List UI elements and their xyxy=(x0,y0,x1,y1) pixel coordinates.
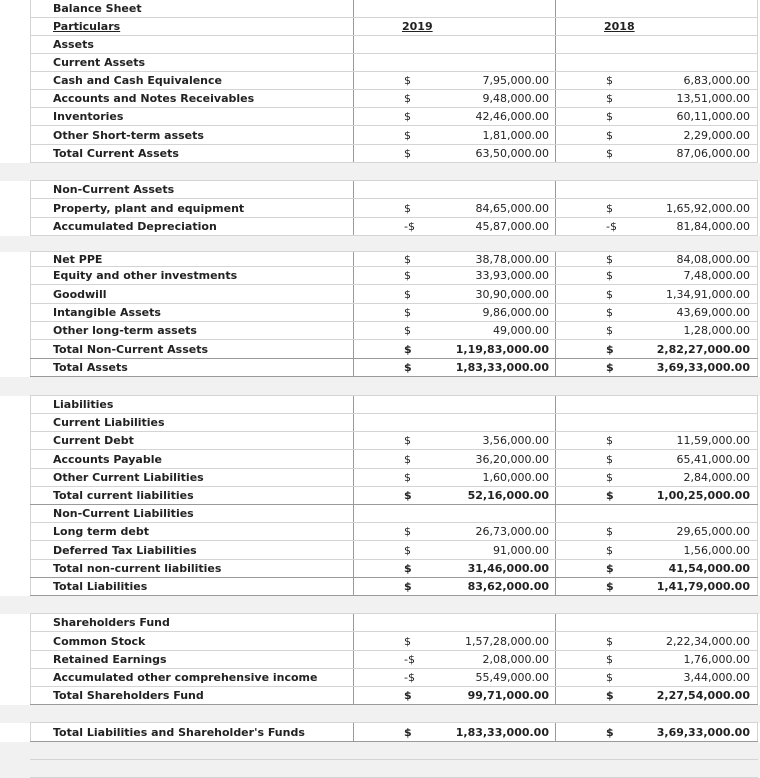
row-label: Property, plant and equipment xyxy=(53,202,245,215)
row-label: Assets xyxy=(53,38,94,51)
amount-2019: 55,49,000.00 xyxy=(475,671,549,684)
amount-2018: 43,69,000.00 xyxy=(676,306,750,319)
currency-symbol-2019: -$ xyxy=(404,220,415,233)
amount-2019: 1,81,000.00 xyxy=(482,129,549,142)
row-label: Current Assets xyxy=(53,56,146,69)
table-row xyxy=(0,723,760,742)
currency-symbol-2019: -$ xyxy=(404,653,415,666)
row-label: Accounts Payable xyxy=(53,453,162,466)
row-label: Total Assets xyxy=(53,361,128,374)
currency-symbol-2018: $ xyxy=(606,562,614,575)
table-row xyxy=(0,651,760,669)
currency-symbol-2018: $ xyxy=(606,525,613,538)
row-label: Accumulated other comprehensive income xyxy=(53,671,318,684)
amount-2019: 42,46,000.00 xyxy=(475,110,549,123)
amount-2019: 30,90,000.00 xyxy=(475,288,549,301)
table-row xyxy=(0,687,760,705)
currency-symbol-2019: $ xyxy=(404,361,412,374)
amount-2018: 2,82,27,000.00 xyxy=(656,343,750,356)
amount-2019: 7,95,000.00 xyxy=(482,74,549,87)
row-label: Intangible Assets xyxy=(53,306,161,319)
row-label: Liabilities xyxy=(53,398,114,411)
table-row xyxy=(0,523,760,541)
amount-2018: 41,54,000.00 xyxy=(668,562,750,575)
amount-2018: 1,41,79,000.00 xyxy=(656,580,750,593)
amount-2019: 91,000.00 xyxy=(493,544,549,557)
currency-symbol-2019: $ xyxy=(404,525,411,538)
column-header-2018: 2018 xyxy=(604,20,635,33)
table-row xyxy=(0,596,760,614)
sheet-title: Balance Sheet xyxy=(53,2,142,15)
amount-2018: 84,08,000.00 xyxy=(676,253,750,266)
table-row xyxy=(0,359,760,377)
amount-2019: 26,73,000.00 xyxy=(475,525,549,538)
currency-symbol-2019: $ xyxy=(404,726,412,739)
amount-2018: 1,00,25,000.00 xyxy=(656,489,750,502)
amount-2018: 2,27,54,000.00 xyxy=(656,689,750,702)
currency-symbol-2019: $ xyxy=(404,324,411,337)
table-row xyxy=(0,669,760,687)
currency-symbol-2018: $ xyxy=(606,92,613,105)
currency-symbol-2018: $ xyxy=(606,129,613,142)
currency-symbol-2018: $ xyxy=(606,269,613,282)
row-label: Non-Current Assets xyxy=(53,183,175,196)
table-row xyxy=(0,267,760,285)
table-row xyxy=(0,0,760,18)
currency-symbol-2018: $ xyxy=(606,253,613,266)
table-row xyxy=(0,541,760,560)
amount-2019: 63,50,000.00 xyxy=(475,147,549,160)
amount-2018: 81,84,000.00 xyxy=(676,220,750,233)
table-row xyxy=(0,181,760,199)
currency-symbol-2018: $ xyxy=(606,635,613,648)
amount-2019: 3,56,000.00 xyxy=(482,434,549,447)
table-row xyxy=(0,632,760,651)
row-label: Goodwill xyxy=(53,288,107,301)
table-row xyxy=(0,163,760,181)
table-row xyxy=(0,72,760,90)
currency-symbol-2019: $ xyxy=(404,635,411,648)
amount-2019: 31,46,000.00 xyxy=(467,562,549,575)
row-label: Net PPE xyxy=(53,253,103,266)
amount-2018: 7,48,000.00 xyxy=(683,269,750,282)
row-label: Accumulated Depreciation xyxy=(53,220,217,233)
row-label: Current Liabilities xyxy=(53,416,165,429)
currency-symbol-2019: $ xyxy=(404,202,411,215)
row-label: Non-Current Liabilities xyxy=(53,507,194,520)
amount-2019: 52,16,000.00 xyxy=(467,489,549,502)
amount-2018: 3,69,33,000.00 xyxy=(656,361,750,374)
amount-2019: 2,08,000.00 xyxy=(482,653,549,666)
amount-2019: 1,57,28,000.00 xyxy=(465,635,549,648)
table-row xyxy=(0,108,760,126)
currency-symbol-2019: $ xyxy=(404,434,411,447)
currency-symbol-2018: $ xyxy=(606,671,613,684)
amount-2018: 1,34,91,000.00 xyxy=(666,288,750,301)
table-row xyxy=(0,236,760,252)
row-label: Total Current Assets xyxy=(53,147,179,160)
amount-2019: 9,86,000.00 xyxy=(482,306,549,319)
table-row xyxy=(0,218,760,236)
amount-2019: 1,83,33,000.00 xyxy=(455,361,549,374)
amount-2019: 1,19,83,000.00 xyxy=(455,343,549,356)
currency-symbol-2019: $ xyxy=(404,453,411,466)
row-label: Total Liabilities xyxy=(53,580,148,593)
currency-symbol-2019: $ xyxy=(404,269,411,282)
table-row xyxy=(0,126,760,145)
currency-symbol-2018: $ xyxy=(606,653,613,666)
currency-symbol-2018: $ xyxy=(606,471,613,484)
row-label: Total Liabilities and Shareholder's Funds xyxy=(53,726,305,739)
row-label: Other long-term assets xyxy=(53,324,197,337)
row-label: Long term debt xyxy=(53,525,150,538)
table-row xyxy=(0,252,760,267)
row-label: Total non-current liabilities xyxy=(53,562,222,575)
amount-2018: 29,65,000.00 xyxy=(676,525,750,538)
currency-symbol-2019: $ xyxy=(404,580,412,593)
amount-2018: 11,59,000.00 xyxy=(676,434,750,447)
currency-symbol-2019: $ xyxy=(404,489,412,502)
amount-2018: 2,22,34,000.00 xyxy=(666,635,750,648)
currency-symbol-2018: $ xyxy=(606,74,613,87)
currency-symbol-2018: $ xyxy=(606,110,613,123)
amount-2018: 1,65,92,000.00 xyxy=(666,202,750,215)
table-row xyxy=(0,340,760,359)
currency-symbol-2018: $ xyxy=(606,324,613,337)
amount-2018: 1,56,000.00 xyxy=(683,544,750,557)
currency-symbol-2019: $ xyxy=(404,110,411,123)
amount-2019: 49,000.00 xyxy=(493,324,549,337)
currency-symbol-2018: $ xyxy=(606,147,613,160)
currency-symbol-2018: $ xyxy=(606,544,613,557)
currency-symbol-2018: $ xyxy=(606,726,614,739)
row-label: Retained Earnings xyxy=(53,653,167,666)
table-row xyxy=(0,450,760,469)
row-label: Total Shareholders Fund xyxy=(53,689,204,702)
currency-symbol-2018: $ xyxy=(606,434,613,447)
table-row xyxy=(0,614,760,632)
amount-2018: 3,69,33,000.00 xyxy=(656,726,750,739)
currency-symbol-2018: $ xyxy=(606,343,614,356)
amount-2019: 1,60,000.00 xyxy=(482,471,549,484)
amount-2018: 87,06,000.00 xyxy=(676,147,750,160)
amount-2018: 3,44,000.00 xyxy=(683,671,750,684)
row-label: Total Non-Current Assets xyxy=(53,343,209,356)
row-label: Total current liabilities xyxy=(53,489,194,502)
table-row xyxy=(0,322,760,340)
amount-2019: 38,78,000.00 xyxy=(475,253,549,266)
amount-2018: 6,83,000.00 xyxy=(683,74,750,87)
currency-symbol-2018: $ xyxy=(606,306,613,319)
row-label: Inventories xyxy=(53,110,124,123)
currency-symbol-2019: -$ xyxy=(404,671,415,684)
amount-2019: 1,83,33,000.00 xyxy=(455,726,549,739)
currency-symbol-2018: -$ xyxy=(606,220,617,233)
amount-2019: 99,71,000.00 xyxy=(467,689,549,702)
table-row xyxy=(0,18,760,36)
amount-2018: 1,28,000.00 xyxy=(683,324,750,337)
currency-symbol-2018: $ xyxy=(606,689,614,702)
amount-2018: 65,41,000.00 xyxy=(676,453,750,466)
table-row xyxy=(0,578,760,596)
currency-symbol-2018: $ xyxy=(606,489,614,502)
amount-2018: 13,51,000.00 xyxy=(676,92,750,105)
amount-2018: 2,84,000.00 xyxy=(683,471,750,484)
table-row xyxy=(0,199,760,218)
currency-symbol-2019: $ xyxy=(404,74,411,87)
row-label: Other Current Liabilities xyxy=(53,471,204,484)
column-header-particulars: Particulars xyxy=(53,20,121,33)
table-row xyxy=(0,36,760,54)
currency-symbol-2018: $ xyxy=(606,361,614,374)
row-label: Equity and other investments xyxy=(53,269,238,282)
table-row xyxy=(0,560,760,578)
currency-symbol-2019: $ xyxy=(404,562,412,575)
row-label: Accounts and Notes Receivables xyxy=(53,92,255,105)
table-row xyxy=(0,145,760,163)
currency-symbol-2019: $ xyxy=(404,288,411,301)
amount-2019: 45,87,000.00 xyxy=(475,220,549,233)
row-label: Other Short-term assets xyxy=(53,129,204,142)
currency-symbol-2019: $ xyxy=(404,129,411,142)
table-row xyxy=(0,487,760,505)
currency-symbol-2019: $ xyxy=(404,689,412,702)
column-header-2019: 2019 xyxy=(402,20,433,33)
amount-2019: 83,62,000.00 xyxy=(467,580,549,593)
currency-symbol-2019: $ xyxy=(404,306,411,319)
table-row xyxy=(0,469,760,487)
table-row xyxy=(0,90,760,108)
amount-2018: 1,76,000.00 xyxy=(683,653,750,666)
currency-symbol-2019: $ xyxy=(404,253,411,266)
currency-symbol-2019: $ xyxy=(404,471,411,484)
table-row xyxy=(0,414,760,432)
table-row xyxy=(0,432,760,450)
currency-symbol-2018: $ xyxy=(606,453,613,466)
row-label: Deferred Tax Liabilities xyxy=(53,544,197,557)
row-label: Common Stock xyxy=(53,635,146,648)
table-row xyxy=(0,285,760,304)
table-row xyxy=(0,705,760,723)
currency-symbol-2018: $ xyxy=(606,288,613,301)
currency-symbol-2018: $ xyxy=(606,202,613,215)
currency-symbol-2019: $ xyxy=(404,147,411,160)
amount-2019: 9,48,000.00 xyxy=(482,92,549,105)
amount-2019: 36,20,000.00 xyxy=(475,453,549,466)
currency-symbol-2018: $ xyxy=(606,580,614,593)
currency-symbol-2019: $ xyxy=(404,544,411,557)
table-row xyxy=(0,396,760,414)
amount-2018: 60,11,000.00 xyxy=(676,110,750,123)
amount-2019: 33,93,000.00 xyxy=(475,269,549,282)
table-row xyxy=(0,505,760,523)
table-row xyxy=(0,304,760,322)
amount-2018: 2,29,000.00 xyxy=(683,129,750,142)
table-row xyxy=(0,377,760,396)
table-row xyxy=(0,742,760,760)
currency-symbol-2019: $ xyxy=(404,343,412,356)
table-row xyxy=(0,54,760,72)
amount-2019: 84,65,000.00 xyxy=(475,202,549,215)
row-label: Shareholders Fund xyxy=(53,616,170,629)
table-row xyxy=(0,760,760,778)
currency-symbol-2019: $ xyxy=(404,92,411,105)
row-label: Cash and Cash Equivalence xyxy=(53,74,222,87)
row-label: Current Debt xyxy=(53,434,134,447)
